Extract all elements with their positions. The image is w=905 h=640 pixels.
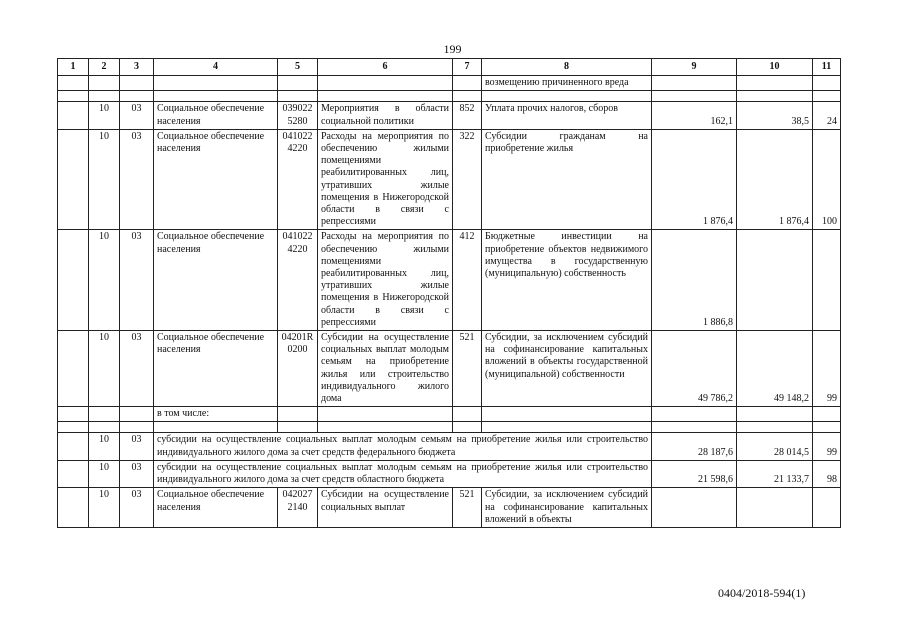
column-header: 3 — [120, 59, 154, 76]
expense-type-cell: Субсидии, за исключением субсидий на софинансирование капитальных вложений в объекты — [482, 488, 652, 528]
section-cell: 10 — [89, 102, 120, 129]
subsection-cell: 03 — [120, 433, 154, 460]
section-cell: 10 — [89, 331, 120, 407]
actual-cell: 38,5 — [737, 102, 813, 129]
actual-cell: 1 876,4 — [737, 129, 813, 230]
target-code-cell: 042027 2140 — [278, 488, 318, 528]
section-cell: 10 — [89, 460, 120, 487]
target-code-cell: 039022 5280 — [278, 102, 318, 129]
continuation-row — [58, 76, 841, 91]
percent-cell: 100 — [813, 129, 841, 230]
subsidy-description: субсидии на осуществление социальных выплат молодым семьям на приобретение жилья или строительство индивидуального жилого дома за счет средств федерального бюджета — [154, 433, 652, 460]
target-code-cell: 041022 4220 — [278, 129, 318, 230]
percent-cell: 99 — [813, 433, 841, 460]
table-row — [58, 230, 841, 331]
percent-cell — [813, 230, 841, 331]
subsection-cell: 03 — [120, 230, 154, 331]
column-header: 10 — [737, 59, 813, 76]
subsection-cell: 03 — [120, 331, 154, 407]
name-cell: Социальное обеспечение населения — [154, 102, 278, 129]
percent-cell: 24 — [813, 102, 841, 129]
expense-type-cell: Бюджетные инвестиции на приобретение объектов недвижимого имущества в государственную (муниципальную) собственность — [482, 230, 652, 331]
expense-type-cell: Субсидии гражданам на приобретение жилья — [482, 129, 652, 230]
column-header: 6 — [318, 59, 453, 76]
subsection-cell: 03 — [120, 129, 154, 230]
column-header: 11 — [813, 59, 841, 76]
including-row — [58, 407, 841, 422]
column-header: 5 — [278, 59, 318, 76]
column-header: 1 — [58, 59, 89, 76]
target-code-cell: 04201R 0200 — [278, 331, 318, 407]
name-cell: Социальное обеспечение населения — [154, 331, 278, 407]
planned-cell: 21 598,6 — [652, 460, 737, 487]
actual-cell: 28 014,5 — [737, 433, 813, 460]
actual-cell — [737, 230, 813, 331]
expense-code-cell: 521 — [453, 488, 482, 528]
section-cell: 10 — [89, 433, 120, 460]
planned-cell: 49 786,2 — [652, 331, 737, 407]
program-cell: Мероприятия в области социальной политики — [318, 102, 453, 129]
expense-type-cell: возмещению причиненного вреда — [482, 76, 652, 91]
including-label: в том числе: — [154, 407, 278, 422]
subsection-cell: 03 — [120, 102, 154, 129]
program-cell: Расходы на мероприятия по обеспечению жилыми помещениями реабилитированных лиц, утративших жилые помещения в Нижегородской области в связи с репрессиями — [318, 230, 453, 331]
name-cell: Социальное обеспечение населения — [154, 230, 278, 331]
column-header: 2 — [89, 59, 120, 76]
column-header: 8 — [482, 59, 652, 76]
program-cell: Субсидии на осуществление социальных выплат — [318, 488, 453, 528]
target-code-cell: 041022 4220 — [278, 230, 318, 331]
expense-code-cell: 852 — [453, 102, 482, 129]
planned-cell: 162,1 — [652, 102, 737, 129]
actual-cell: 21 133,7 — [737, 460, 813, 487]
program-cell: Расходы на мероприятия по обеспечению жилыми помещениями реабилитированных лиц, утративших жилые помещения в Нижегородской области в связи с репрессиями — [318, 129, 453, 230]
percent-cell: 98 — [813, 460, 841, 487]
subsidy-description: субсидии на осуществление социальных выплат молодым семьям на приобретение жилья или строительство индивидуального жилого дома за счет средств областного бюджета — [154, 460, 652, 487]
expense-code-cell: 412 — [453, 230, 482, 331]
actual-cell: 49 148,2 — [737, 331, 813, 407]
column-header: 7 — [453, 59, 482, 76]
page-number: 199 — [443, 42, 462, 56]
section-cell: 10 — [89, 129, 120, 230]
column-header: 9 — [652, 59, 737, 76]
expense-type-cell: Уплата прочих налогов, сборов — [482, 102, 652, 129]
planned-cell: 1 876,4 — [652, 129, 737, 230]
subsection-cell: 03 — [120, 488, 154, 528]
header-row — [58, 59, 841, 76]
budget-table — [57, 58, 841, 528]
section-cell: 10 — [89, 488, 120, 528]
table-row — [58, 129, 841, 230]
program-cell: Субсидии на осуществление социальных выплат молодым семьям на приобретение жилья или строительство индивидуального жилого дома — [318, 331, 453, 407]
name-cell: Социальное обеспечение населения — [154, 129, 278, 230]
planned-cell: 1 886,8 — [652, 230, 737, 331]
planned-cell: 28 187,6 — [652, 433, 737, 460]
table-row — [58, 433, 841, 460]
expense-code-cell: 521 — [453, 331, 482, 407]
document-code: 0404/2018-594(1) — [718, 586, 806, 600]
table-row — [58, 331, 841, 407]
expense-code-cell: 322 — [453, 129, 482, 230]
name-cell: Социальное обеспечение населения — [154, 488, 278, 528]
section-cell: 10 — [89, 230, 120, 331]
expense-type-cell: Субсидии, за исключением субсидий на софинансирование капитальных вложений в объекты государственной (муниципальной) собственности — [482, 331, 652, 407]
percent-cell: 99 — [813, 331, 841, 407]
table-row — [58, 488, 841, 528]
table-row — [58, 102, 841, 129]
table-row — [58, 460, 841, 487]
subsection-cell: 03 — [120, 460, 154, 487]
column-header: 4 — [154, 59, 278, 76]
